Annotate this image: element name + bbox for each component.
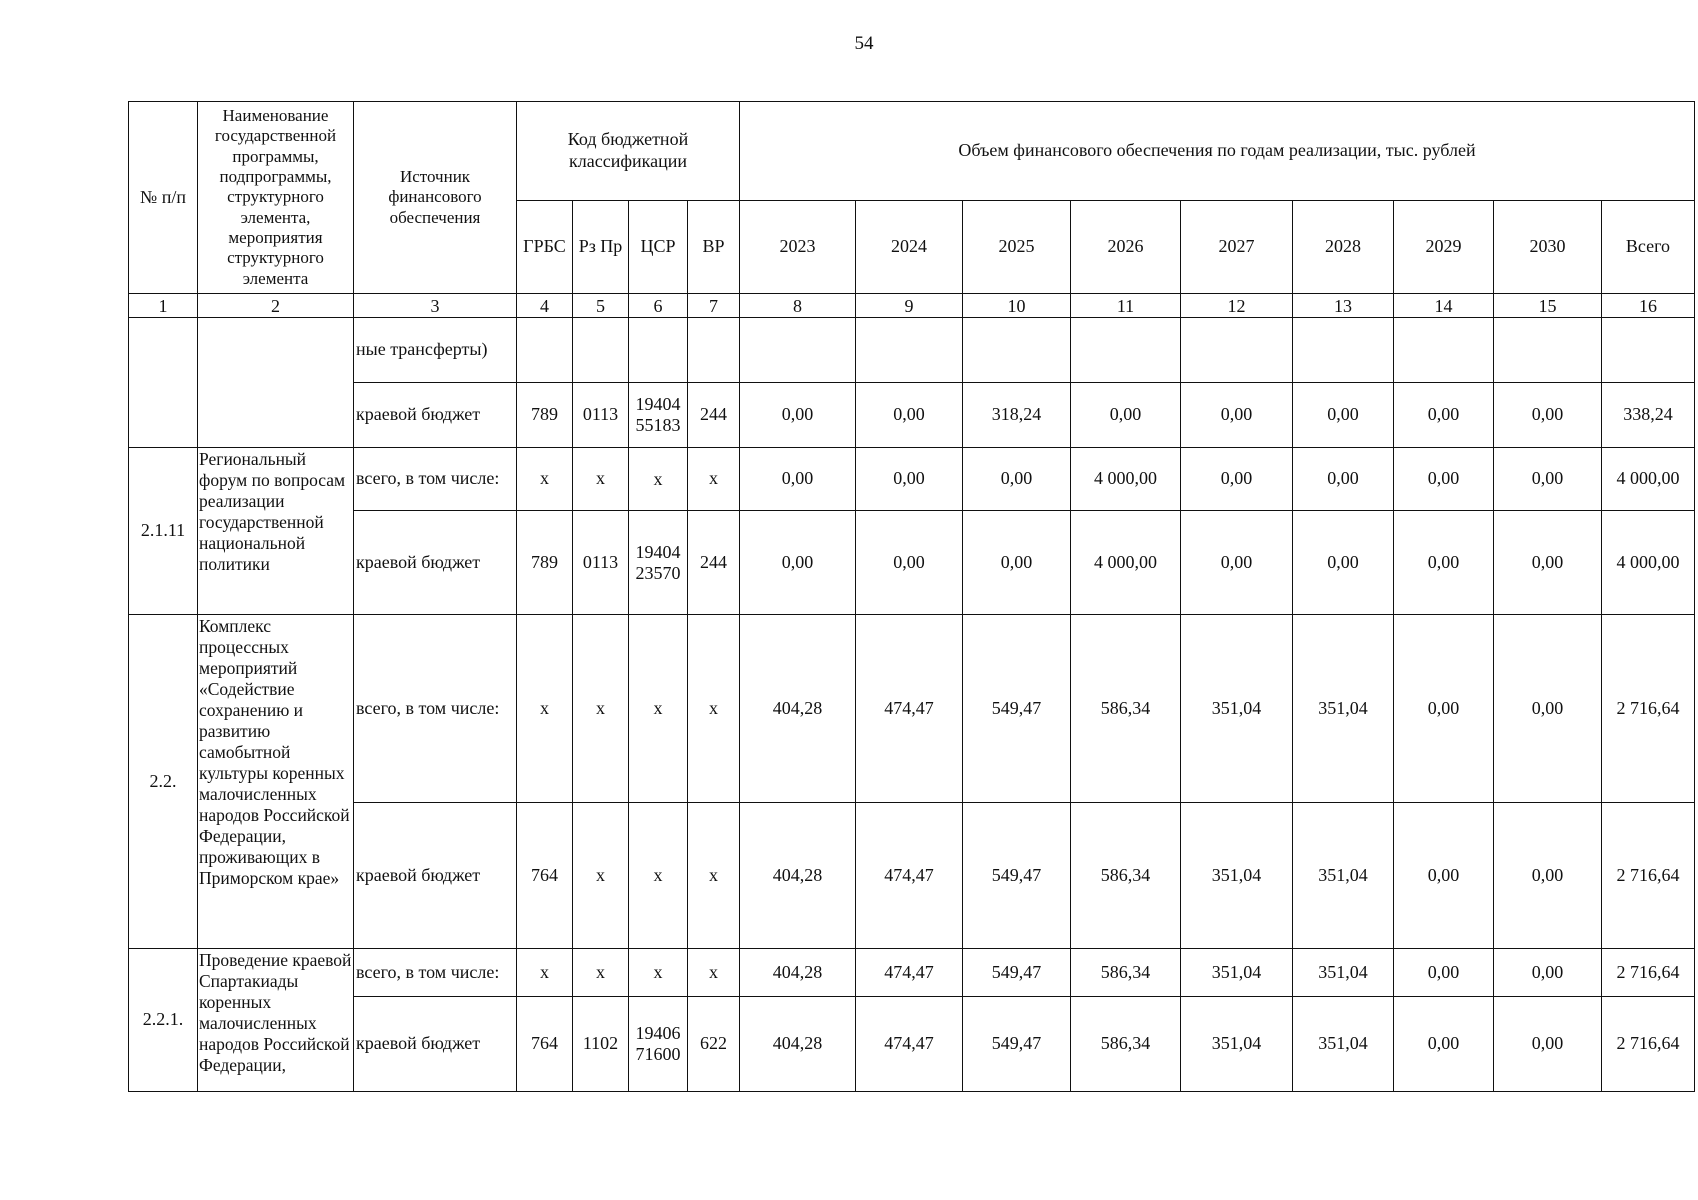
funding-source: всего, в том числе: [354, 949, 517, 997]
header-year-2026: 2026 [1071, 201, 1181, 294]
grbs-code: 764 [517, 803, 573, 949]
total-value [1602, 318, 1695, 383]
year-value: 0,00 [1494, 615, 1602, 803]
total-value: 4 000,00 [1602, 511, 1695, 615]
year-value: 549,47 [963, 615, 1071, 803]
vr-code: 622 [688, 997, 740, 1092]
total-value: 2 716,64 [1602, 803, 1695, 949]
total-value: 2 716,64 [1602, 997, 1695, 1092]
row-number: 2.2. [129, 615, 198, 949]
total-value: 4 000,00 [1602, 448, 1695, 511]
column-number: 10 [963, 294, 1071, 318]
grbs-code: x [517, 448, 573, 511]
funding-source: всего, в том числе: [354, 448, 517, 511]
csr-code [629, 383, 688, 448]
rzpr-code: 0113 [573, 383, 629, 448]
year-value: 0,00 [1293, 448, 1394, 511]
year-value: 549,47 [963, 949, 1071, 997]
column-number: 7 [688, 294, 740, 318]
rzpr-code: x [573, 615, 629, 803]
csr-code [629, 803, 688, 949]
csr-code-part-1: x [653, 698, 663, 719]
year-value: 0,00 [1494, 448, 1602, 511]
row-name [198, 318, 354, 448]
vr-code: 244 [688, 383, 740, 448]
csr-code-part-1: 19404 [635, 541, 681, 562]
funding-source: ные трансферты) [354, 318, 517, 383]
year-value: 586,34 [1071, 615, 1181, 803]
vr-code [688, 318, 740, 383]
year-value [1494, 318, 1602, 383]
year-value: 0,00 [740, 448, 856, 511]
column-number: 8 [740, 294, 856, 318]
grbs-code: 764 [517, 997, 573, 1092]
year-value: 351,04 [1293, 803, 1394, 949]
year-value: 549,47 [963, 803, 1071, 949]
year-value: 0,00 [1181, 383, 1293, 448]
column-number: 5 [573, 294, 629, 318]
header-year-2028: 2028 [1293, 201, 1394, 294]
year-value [1181, 318, 1293, 383]
header-year-2029: 2029 [1394, 201, 1494, 294]
csr-code-part-2: 23570 [635, 562, 681, 583]
year-value: 404,28 [740, 949, 856, 997]
vr-code: x [688, 448, 740, 511]
year-value: 4 000,00 [1071, 511, 1181, 615]
table-row [129, 949, 1695, 997]
header-row-top [129, 102, 1695, 201]
column-number: 6 [629, 294, 688, 318]
row-name: Проведение краевой Спартакиады коренных малочисленных народов Российской Федерации, [198, 949, 354, 1092]
header-csr: ЦСР [629, 201, 688, 294]
year-value [1394, 318, 1494, 383]
header-volume: Объем финансового обеспечения по годам реализации, тыс. рублей [740, 102, 1695, 201]
year-value: 4 000,00 [1071, 448, 1181, 511]
year-value: 351,04 [1293, 615, 1394, 803]
rzpr-code: 1102 [573, 997, 629, 1092]
year-value: 474,47 [856, 803, 963, 949]
rzpr-code: 0113 [573, 511, 629, 615]
year-value: 0,00 [1181, 511, 1293, 615]
year-value: 351,04 [1181, 615, 1293, 803]
rzpr-code: x [573, 448, 629, 511]
column-number: 9 [856, 294, 963, 318]
year-value: 0,00 [740, 511, 856, 615]
row-number [129, 318, 198, 448]
year-value: 0,00 [1394, 997, 1494, 1092]
csr-code-part-1: x [653, 865, 663, 886]
vr-code: x [688, 615, 740, 803]
header-year-2023: 2023 [740, 201, 856, 294]
rzpr-code [573, 318, 629, 383]
header-grbs: ГРБС [517, 201, 573, 294]
year-value: 0,00 [963, 511, 1071, 615]
column-number: 2 [198, 294, 354, 318]
rzpr-code: x [573, 949, 629, 997]
header-rzpr: Рз Пр [573, 201, 629, 294]
year-value: 351,04 [1181, 803, 1293, 949]
column-number: 16 [1602, 294, 1695, 318]
table-row [129, 318, 1695, 383]
year-value: 0,00 [1071, 383, 1181, 448]
year-value: 0,00 [1494, 803, 1602, 949]
vr-code: x [688, 803, 740, 949]
header-budget-code: Код бюджетной классификации [517, 102, 740, 201]
row-number: 2.2.1. [129, 949, 198, 1092]
row-number: 2.1.11 [129, 448, 198, 615]
csr-code [629, 448, 688, 511]
csr-code-part-1: 19406 [635, 1023, 681, 1044]
year-value: 0,00 [1494, 383, 1602, 448]
header-num: № п/п [129, 102, 198, 294]
header-year-2025: 2025 [963, 201, 1071, 294]
rzpr-code: x [573, 803, 629, 949]
header-total: Всего [1602, 201, 1695, 294]
csr-code-part-2: 55183 [635, 415, 681, 435]
total-value: 338,24 [1602, 383, 1695, 448]
year-value: 0,00 [1494, 997, 1602, 1092]
funding-source: краевой бюджет [354, 803, 517, 949]
year-value [1071, 318, 1181, 383]
table-row [129, 997, 1695, 1092]
year-value: 351,04 [1181, 997, 1293, 1092]
year-value: 0,00 [1293, 511, 1394, 615]
row-name: Региональный форум по вопросам реализации государственной национальной политики [198, 448, 354, 615]
vr-code: x [688, 949, 740, 997]
financing-table [128, 101, 1695, 1092]
year-value: 0,00 [856, 448, 963, 511]
table-row [129, 383, 1695, 448]
csr-code [629, 997, 688, 1092]
year-value: 549,47 [963, 997, 1071, 1092]
column-number: 4 [517, 294, 573, 318]
column-number: 11 [1071, 294, 1181, 318]
csr-code-part-1: x [653, 468, 663, 489]
funding-source: краевой бюджет [354, 997, 517, 1092]
csr-code [629, 615, 688, 803]
header-year-2030: 2030 [1494, 201, 1602, 294]
csr-code-part-1: x [653, 962, 663, 983]
year-value: 586,34 [1071, 803, 1181, 949]
year-value: 404,28 [740, 615, 856, 803]
header-name: Наименование государственной программы, подпрограммы, структурного элемента, мероприятия структурного элемента [198, 102, 354, 294]
table-row [129, 615, 1695, 803]
year-value: 351,04 [1293, 997, 1394, 1092]
column-number: 3 [354, 294, 517, 318]
year-value: 0,00 [1394, 949, 1494, 997]
year-value: 0,00 [963, 448, 1071, 511]
year-value: 351,04 [1293, 949, 1394, 997]
grbs-code: 789 [517, 383, 573, 448]
year-value: 586,34 [1071, 949, 1181, 997]
csr-code-part-2: 71600 [635, 1044, 681, 1064]
header-year-2024: 2024 [856, 201, 963, 294]
year-value: 0,00 [1494, 511, 1602, 615]
year-value: 474,47 [856, 997, 963, 1092]
table-row [129, 448, 1695, 511]
table-row [129, 803, 1695, 949]
year-value: 0,00 [1394, 448, 1494, 511]
year-value: 318,24 [963, 383, 1071, 448]
year-value: 0,00 [856, 511, 963, 615]
grbs-code: x [517, 949, 573, 997]
year-value: 0,00 [1394, 383, 1494, 448]
year-value [740, 318, 856, 383]
year-value [856, 318, 963, 383]
column-number: 12 [1181, 294, 1293, 318]
total-value: 2 716,64 [1602, 949, 1695, 997]
grbs-code [517, 318, 573, 383]
csr-code [629, 949, 688, 997]
header-year-2027: 2027 [1181, 201, 1293, 294]
column-number-row [129, 294, 1695, 318]
table-row [129, 511, 1695, 615]
year-value: 404,28 [740, 803, 856, 949]
csr-code-part-1: 19404 [635, 394, 681, 415]
year-value: 0,00 [1181, 448, 1293, 511]
column-number: 15 [1494, 294, 1602, 318]
year-value: 474,47 [856, 615, 963, 803]
column-number: 14 [1394, 294, 1494, 318]
year-value: 0,00 [1293, 383, 1394, 448]
grbs-code: x [517, 615, 573, 803]
column-number: 1 [129, 294, 198, 318]
total-value: 2 716,64 [1602, 615, 1695, 803]
year-value [1293, 318, 1394, 383]
vr-code: 244 [688, 511, 740, 615]
funding-source: всего, в том числе: [354, 615, 517, 803]
csr-code [629, 511, 688, 615]
header-source: Источник финансового обеспечения [354, 102, 517, 294]
year-value: 351,04 [1181, 949, 1293, 997]
year-value: 474,47 [856, 949, 963, 997]
funding-source: краевой бюджет [354, 383, 517, 448]
grbs-code: 789 [517, 511, 573, 615]
year-value: 0,00 [856, 383, 963, 448]
header-vr: ВР [688, 201, 740, 294]
year-value: 0,00 [1394, 803, 1494, 949]
year-value: 404,28 [740, 997, 856, 1092]
year-value [963, 318, 1071, 383]
page-number: 54 [854, 33, 874, 54]
year-value: 0,00 [1394, 511, 1494, 615]
funding-source: краевой бюджет [354, 511, 517, 615]
year-value: 586,34 [1071, 997, 1181, 1092]
year-value: 0,00 [1394, 615, 1494, 803]
csr-code [629, 318, 688, 383]
row-name: Комплекс процессных мероприятий «Содействие сохранению и развитию самобытной культуры коренных малочисленных народов Российской Федерации, проживающих в Приморском крае» [198, 615, 354, 949]
year-value: 0,00 [740, 383, 856, 448]
year-value: 0,00 [1494, 949, 1602, 997]
column-number: 13 [1293, 294, 1394, 318]
